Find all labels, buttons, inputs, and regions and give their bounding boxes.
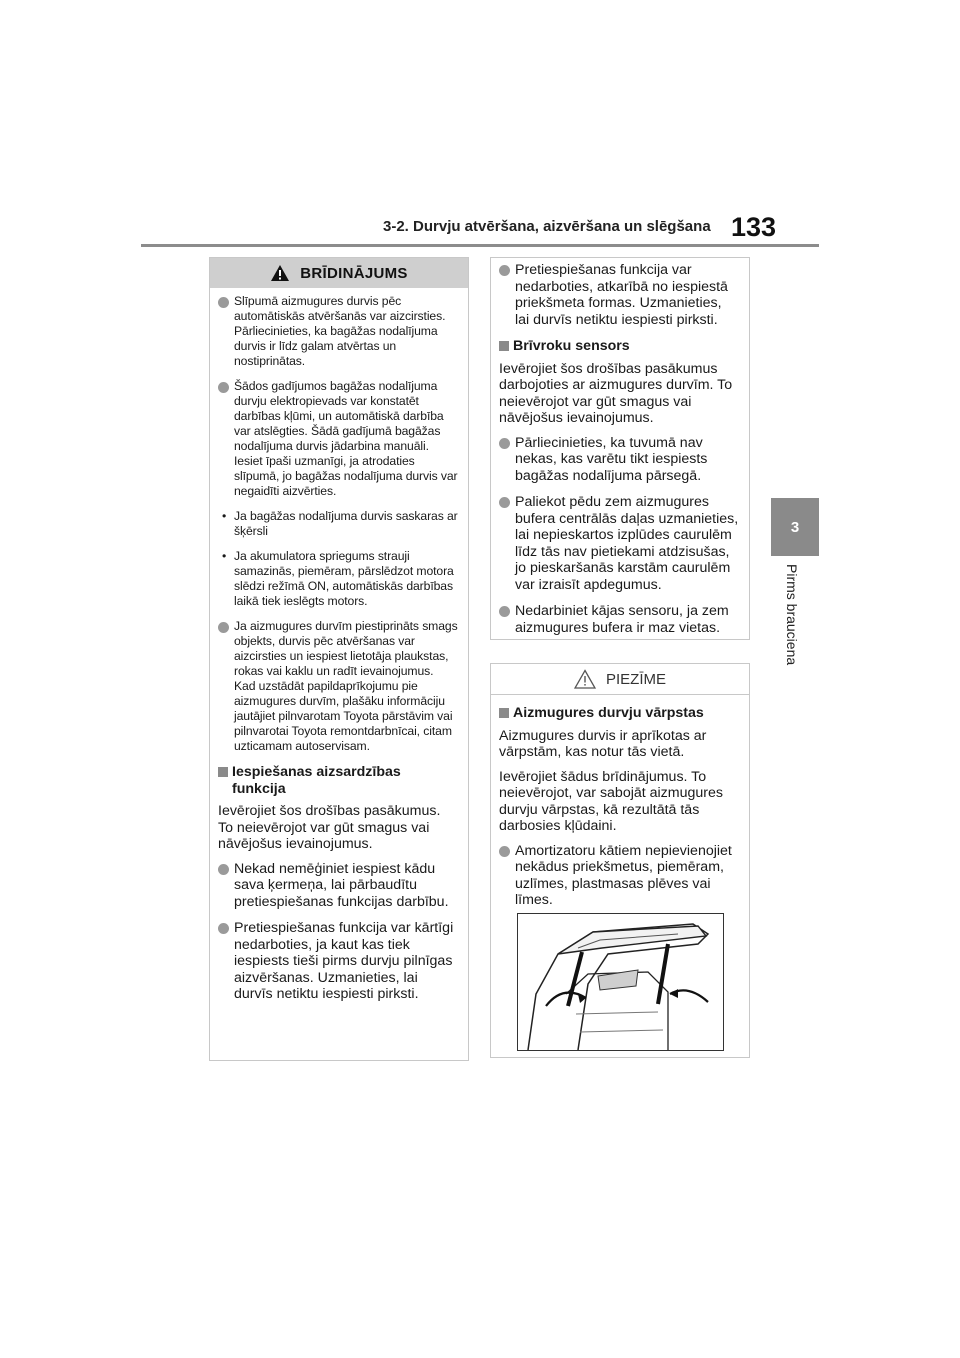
list-item: Šādos gadījumos bagāžas nodalījuma durvju elektropievads var konstatēt darbības kļūmi, un automātiskā darbība var atslēgties. Šādā gadījumā bagāžas nodalījuma durvis jādarbina manuāli. Iesiet īpaši uzmanīgi, ja atrodaties slīpumā, jo bagāžas nodalījuma durvis var negaidīti aizvērties. [218, 379, 458, 499]
section-heading: Aizmugures durvju vārpstas [499, 705, 739, 722]
bullet-dot [499, 265, 510, 276]
note-paragraph: Aizmugures durvis ir aprīkotas ar vārpstām, kas notur tās vietā. [499, 727, 707, 760]
page-number: 133 [731, 212, 777, 242]
bullet-dot [218, 382, 229, 393]
bullet-dot [499, 497, 510, 508]
bullet-dot [499, 606, 510, 617]
sub-list-item: • Ja akumulatora spriegums strauji samazinās, piemēram, pārslēdzot motora slēdzi režīmā ON, automātiskās darbības laikā tiek ieslēgts motors. [222, 549, 454, 608]
warning-continuation-box [490, 257, 750, 640]
bullet-dot [499, 846, 510, 857]
list-item: Ja aizmugures durvīm piestiprināts smags objekts, durvis pēc atvēršanas var aizcirsties un iespiest lietotāja plaukstas, rokas vai kaklu un radīt ievainojumus. Kad uzstādāt papildaprīkojumu pie aizmugures durvīm, plašāku informāciju jautājiet pilnvarotam Toyota pārstāvim vai pilnvarotai Toyota remontdarbnīcai, citam uzticamam autoservisam. [218, 619, 458, 754]
list-item: Pārliecinieties, ka tuvumā nav nekas, kas varētu tikt iespiests bagāžas nodalījuma pārsegā. [499, 435, 739, 485]
square-bullet-icon [499, 341, 509, 351]
note-header [491, 664, 749, 695]
list-item: Nekad nemēģiniet iespiest kādu sava ķermeņa, lai pārbaudītu pretiespiešanas funkcijas darbību. [218, 861, 458, 911]
warning-header [210, 258, 468, 288]
sub-list-item: • Ja bagāžas nodalījuma durvis saskaras ar šķērsli [222, 509, 458, 538]
note-paragraph: Ievērojiet šādus brīdinājumus. To neievērojot, var sabojāt aizmugures durvju vārpstas, kā rezultātā tās darbosies kļūdaini. [499, 768, 723, 834]
list-item: Amortizatoru kātiem nepievienojiet nekādus priekšmetus, piemēram, uzlīmes, plastmasas plēves vai līmes. [499, 843, 739, 909]
warning-triangle-icon [270, 264, 290, 282]
list-item: Pretiespiešanas funkcija var kārtīgi nedarboties, ja kaut kas tiek iespiests tieši pirms durvju pilnīgas aizvēršanas. Uzmanieties, lai durvīs netiktu iespiesti pirksti. [218, 920, 458, 1003]
list-item: Paliekot pēdu zem aizmugures bufera centrālās daļas uzmanieties, lai nepieskartos izplūdes caurulēm līdz tās nav pietiekami atdzisušas, jo pieskaršanās karstām caurulēm var izraisīt apdegumus. [499, 494, 739, 593]
header-rule [141, 244, 819, 247]
header-title: 3-2. Durvju atvēršana, aizvēršana un slēgšana [383, 218, 711, 235]
section-heading: Iespiešanas aizsardzības funkcija [218, 764, 458, 797]
note-title: PIEZĪME [605, 670, 666, 688]
square-bullet-icon [218, 767, 228, 777]
section-heading: Brīvroku sensors [499, 338, 739, 355]
list-item: Nedarbiniet kājas sensoru, ja zem aizmugures bufera ir maz vietas. [499, 603, 739, 636]
tailgate-drawing [518, 914, 723, 1050]
list-item: Pretiespiešanas funkcija var nedarboties, atkarībā no iespiestā priekšmeta formas. Uzmanieties, lai durvīs netiktu iespiesti pirksti. [499, 262, 739, 328]
bullet-dot [218, 622, 229, 633]
section-intro: Ievērojiet šos drošības pasākumus. To neievērojot var gūt smagus vai nāvējošus ievainojumus. [218, 803, 441, 852]
bullet-dot [218, 297, 229, 308]
warning-box [209, 257, 469, 1061]
warning-title: BRĪDINĀJUMS [300, 264, 408, 282]
chapter-tab[interactable]: 3 [771, 498, 819, 556]
note-triangle-icon [574, 669, 596, 689]
square-bullet-icon [499, 708, 509, 718]
list-item: Slīpumā aizmugures durvis pēc automātiskās atvēršanās var aizcirsties. Pārliecinieties, ka bagāžas nodalījuma durvis ir līdz galam atvērtas un nostiprinātas. [218, 294, 458, 369]
bullet-dot [218, 923, 229, 934]
chapter-label: Pirms brauciena [784, 564, 800, 666]
section-intro: Ievērojiet šos drošības pasākumus darbojoties ar aizmugures durvīm. To neievērojot var gūt smagus vai nāvējošus ievainojumus. [499, 360, 733, 426]
bullet-dot [218, 864, 229, 875]
bullet-dot [499, 438, 510, 449]
tailgate-strut-illustration [517, 913, 724, 1051]
